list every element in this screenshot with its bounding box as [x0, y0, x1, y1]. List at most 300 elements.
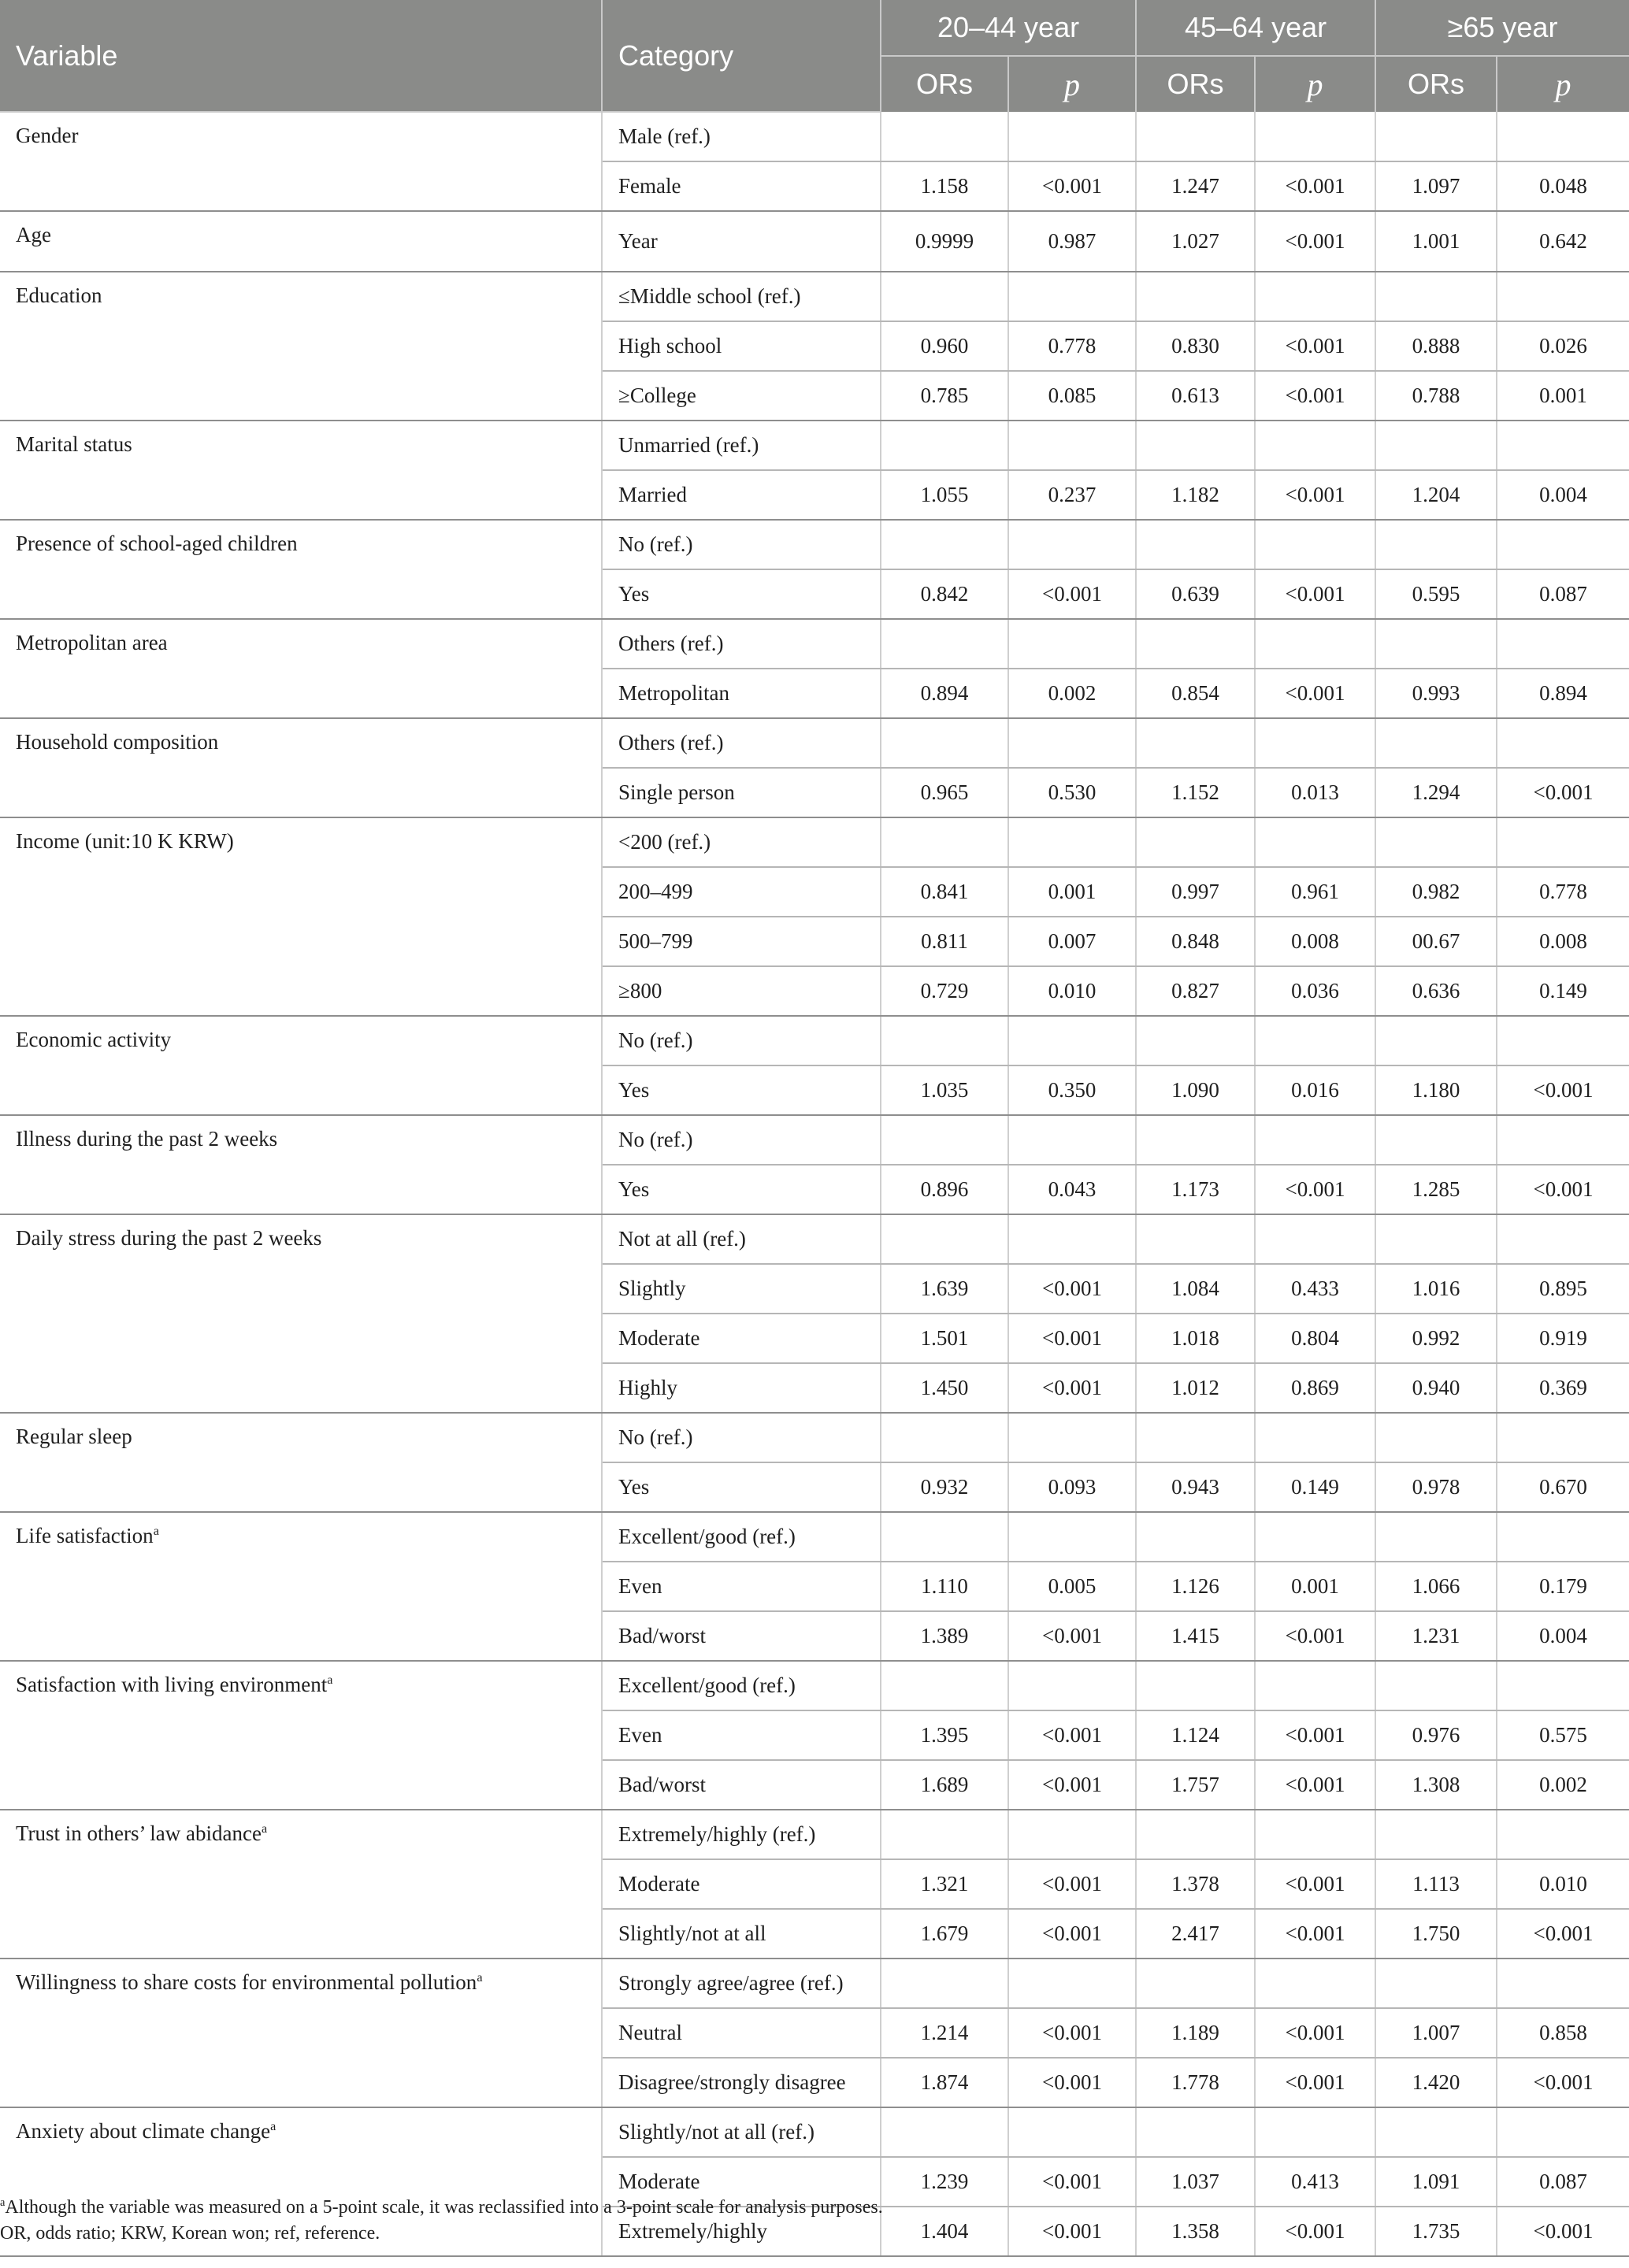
- or-20-44-cell: [881, 817, 1008, 867]
- category-cell: <200 (ref.): [602, 817, 881, 867]
- p-65-plus-cell: [1497, 1512, 1629, 1562]
- or-45-64-cell: 1.415: [1136, 1611, 1255, 1661]
- variable-cell: [0, 1661, 602, 1810]
- header-age-20-44: 20–44 year: [881, 0, 1136, 56]
- variable-cell: [0, 1959, 602, 2107]
- p-45-64-cell: [1255, 1959, 1375, 2008]
- p-65-plus-cell: 0.778: [1497, 867, 1629, 917]
- or-20-44-cell: 1.501: [881, 1314, 1008, 1363]
- or-45-64-cell: [1136, 718, 1255, 768]
- p-65-plus-cell: <0.001: [1497, 1165, 1629, 1214]
- p-65-plus-cell: 0.919: [1497, 1314, 1629, 1363]
- variable-cell: [0, 1413, 602, 1512]
- p-20-44-cell: [1008, 1810, 1136, 1859]
- category-cell: ≤Middle school (ref.): [602, 272, 881, 321]
- variable-label: Daily stress during the past 2 weeks: [16, 1226, 322, 1250]
- variable-label: Regular sleep: [16, 1425, 132, 1448]
- category-cell: ≥800: [602, 966, 881, 1016]
- p-20-44-cell: <0.001: [1008, 1314, 1136, 1363]
- p-20-44-cell: 0.350: [1008, 1065, 1136, 1115]
- or-65-plus-cell: 1.735: [1375, 2207, 1497, 2256]
- category-cell: Excellent/good (ref.): [602, 1512, 881, 1562]
- p-20-44-cell: <0.001: [1008, 161, 1136, 211]
- p-65-plus-cell: [1497, 817, 1629, 867]
- or-45-64-cell: [1136, 1959, 1255, 2008]
- or-65-plus-cell: 1.113: [1375, 1859, 1497, 1909]
- p-45-64-cell: <0.001: [1255, 1611, 1375, 1661]
- p-20-44-cell: <0.001: [1008, 569, 1136, 619]
- footnotes: [0, 2195, 1629, 2247]
- p-45-64-cell: 0.804: [1255, 1314, 1375, 1363]
- category-cell: No (ref.): [602, 1016, 881, 1065]
- p-20-44-cell: 0.005: [1008, 1562, 1136, 1611]
- category-cell: Single person: [602, 768, 881, 817]
- p-65-plus-cell: 0.642: [1497, 211, 1629, 272]
- table-row: [0, 1512, 1629, 1562]
- p-20-44-cell: <0.001: [1008, 1611, 1136, 1661]
- variable-label: Economic activity: [16, 1028, 172, 1051]
- table-row: [0, 211, 1629, 272]
- p-65-plus-cell: 0.895: [1497, 1264, 1629, 1314]
- table-row: [0, 1016, 1629, 1065]
- or-45-64-cell: 1.124: [1136, 1710, 1255, 1760]
- or-20-44-cell: 1.055: [881, 470, 1008, 520]
- p-20-44-cell: <0.001: [1008, 2207, 1136, 2256]
- or-65-plus-cell: [1375, 817, 1497, 867]
- variable-cell: [0, 1214, 602, 1413]
- or-45-64-cell: [1136, 1115, 1255, 1165]
- or-20-44-cell: [881, 112, 1008, 161]
- table-row: [0, 421, 1629, 470]
- category-cell: Excellent/good (ref.): [602, 1661, 881, 1710]
- p-65-plus-cell: 0.026: [1497, 321, 1629, 371]
- p-20-44-cell: 0.093: [1008, 1462, 1136, 1512]
- p-20-44-cell: [1008, 272, 1136, 321]
- header-ors: ORs: [1136, 56, 1255, 112]
- or-45-64-cell: 0.827: [1136, 966, 1255, 1016]
- p-65-plus-cell: 0.001: [1497, 371, 1629, 421]
- p-45-64-cell: [1255, 718, 1375, 768]
- table-row: [0, 1214, 1629, 1264]
- p-65-plus-cell: [1497, 1115, 1629, 1165]
- table-row: [0, 619, 1629, 669]
- category-cell: Even: [602, 1710, 881, 1760]
- or-45-64-cell: 1.182: [1136, 470, 1255, 520]
- or-45-64-cell: [1136, 272, 1255, 321]
- category-cell: ≥College: [602, 371, 881, 421]
- or-65-plus-cell: 1.231: [1375, 1611, 1497, 1661]
- or-45-64-cell: 1.090: [1136, 1065, 1255, 1115]
- footnote-marker: a: [0, 2196, 6, 2209]
- variable-cell: [0, 1810, 602, 1959]
- p-45-64-cell: <0.001: [1255, 1710, 1375, 1760]
- variable-label: Presence of school-aged children: [16, 532, 298, 555]
- or-65-plus-cell: 0.993: [1375, 669, 1497, 718]
- p-65-plus-cell: 0.048: [1497, 161, 1629, 211]
- or-20-44-cell: [881, 272, 1008, 321]
- category-cell: Others (ref.): [602, 718, 881, 768]
- category-cell: Slightly/not at all: [602, 1909, 881, 1959]
- footnote-a-text: Although the variable was measured on a 5-point scale, it was reclassified into a 3-point scale for analysis purposes.: [5, 2197, 883, 2218]
- p-45-64-cell: [1255, 619, 1375, 669]
- p-45-64-cell: 0.008: [1255, 917, 1375, 966]
- variable-label: Illness during the past 2 weeks: [16, 1127, 278, 1151]
- or-45-64-cell: 1.027: [1136, 211, 1255, 272]
- p-65-plus-cell: 0.149: [1497, 966, 1629, 1016]
- table-row: [0, 1661, 1629, 1710]
- variable-label: Anxiety about climate change: [16, 2119, 271, 2143]
- header-ors: ORs: [881, 56, 1008, 112]
- footnote-marker: a: [327, 1673, 333, 1687]
- or-45-64-cell: [1136, 1214, 1255, 1264]
- table-row: [0, 520, 1629, 569]
- or-65-plus-cell: 0.636: [1375, 966, 1497, 1016]
- or-65-plus-cell: 0.976: [1375, 1710, 1497, 1760]
- p-45-64-cell: 0.413: [1255, 2157, 1375, 2207]
- p-45-64-cell: 0.869: [1255, 1363, 1375, 1413]
- or-20-44-cell: 1.239: [881, 2157, 1008, 2207]
- variable-label: Trust in others’ law abidance: [16, 1821, 262, 1845]
- or-65-plus-cell: 1.001: [1375, 211, 1497, 272]
- or-45-64-cell: 1.778: [1136, 2058, 1255, 2107]
- or-65-plus-cell: 1.016: [1375, 1264, 1497, 1314]
- or-65-plus-cell: 0.788: [1375, 371, 1497, 421]
- or-65-plus-cell: [1375, 1413, 1497, 1462]
- p-45-64-cell: <0.001: [1255, 1165, 1375, 1214]
- p-65-plus-cell: [1497, 421, 1629, 470]
- or-65-plus-cell: 1.750: [1375, 1909, 1497, 1959]
- or-20-44-cell: 1.035: [881, 1065, 1008, 1115]
- or-20-44-cell: 1.874: [881, 2058, 1008, 2107]
- or-45-64-cell: 0.830: [1136, 321, 1255, 371]
- p-45-64-cell: <0.001: [1255, 161, 1375, 211]
- or-45-64-cell: [1136, 817, 1255, 867]
- variable-cell: [0, 1016, 602, 1115]
- or-65-plus-cell: 0.992: [1375, 1314, 1497, 1363]
- p-65-plus-cell: [1497, 272, 1629, 321]
- or-65-plus-cell: 1.007: [1375, 2008, 1497, 2058]
- or-20-44-cell: 1.321: [881, 1859, 1008, 1909]
- footnote-marker: a: [261, 1821, 268, 1836]
- or-65-plus-cell: [1375, 1661, 1497, 1710]
- category-cell: No (ref.): [602, 1413, 881, 1462]
- p-65-plus-cell: [1497, 112, 1629, 161]
- or-20-44-cell: 1.404: [881, 2207, 1008, 2256]
- category-cell: High school: [602, 321, 881, 371]
- or-20-44-cell: [881, 718, 1008, 768]
- variable-cell: [0, 272, 602, 421]
- table-row: [0, 1115, 1629, 1165]
- variable-label: Education: [16, 284, 102, 307]
- p-65-plus-cell: 0.087: [1497, 569, 1629, 619]
- or-65-plus-cell: [1375, 1810, 1497, 1859]
- table-row: [0, 2107, 1629, 2157]
- p-65-plus-cell: [1497, 1810, 1629, 1859]
- p-20-44-cell: [1008, 817, 1136, 867]
- category-cell: Married: [602, 470, 881, 520]
- or-65-plus-cell: [1375, 520, 1497, 569]
- p-45-64-cell: <0.001: [1255, 2058, 1375, 2107]
- category-cell: 500–799: [602, 917, 881, 966]
- category-cell: Slightly/not at all (ref.): [602, 2107, 881, 2157]
- or-45-64-cell: 1.152: [1136, 768, 1255, 817]
- p-45-64-cell: 0.149: [1255, 1462, 1375, 1512]
- p-20-44-cell: <0.001: [1008, 1264, 1136, 1314]
- header-p: p: [1255, 56, 1375, 112]
- p-65-plus-cell: 0.369: [1497, 1363, 1629, 1413]
- category-cell: Highly: [602, 1363, 881, 1413]
- or-20-44-cell: 0.729: [881, 966, 1008, 1016]
- p-20-44-cell: [1008, 1512, 1136, 1562]
- p-65-plus-cell: [1497, 2107, 1629, 2157]
- p-20-44-cell: [1008, 619, 1136, 669]
- or-45-64-cell: 0.613: [1136, 371, 1255, 421]
- table-header: [0, 0, 1629, 112]
- footnote-marker: a: [270, 2119, 276, 2133]
- p-45-64-cell: [1255, 1016, 1375, 1065]
- p-20-44-cell: 0.530: [1008, 768, 1136, 817]
- p-20-44-cell: <0.001: [1008, 1363, 1136, 1413]
- p-45-64-cell: <0.001: [1255, 211, 1375, 272]
- or-20-44-cell: 0.896: [881, 1165, 1008, 1214]
- p-45-64-cell: [1255, 421, 1375, 470]
- variable-label: Age: [16, 223, 51, 246]
- or-20-44-cell: [881, 1959, 1008, 2008]
- p-20-44-cell: [1008, 1016, 1136, 1065]
- category-cell: Extremely/highly: [602, 2207, 881, 2256]
- p-65-plus-cell: [1497, 1214, 1629, 1264]
- category-cell: Moderate: [602, 1314, 881, 1363]
- or-65-plus-cell: [1375, 1959, 1497, 2008]
- or-45-64-cell: 1.084: [1136, 1264, 1255, 1314]
- header-age-45-64: 45–64 year: [1136, 0, 1375, 56]
- p-20-44-cell: <0.001: [1008, 1710, 1136, 1760]
- or-20-44-cell: 0.960: [881, 321, 1008, 371]
- p-65-plus-cell: [1497, 718, 1629, 768]
- variable-cell: [0, 718, 602, 817]
- category-cell: Bad/worst: [602, 1760, 881, 1810]
- p-20-44-cell: [1008, 1413, 1136, 1462]
- p-45-64-cell: [1255, 1810, 1375, 1859]
- or-20-44-cell: [881, 2107, 1008, 2157]
- p-45-64-cell: [1255, 1661, 1375, 1710]
- or-20-44-cell: [881, 1661, 1008, 1710]
- footnote-marker: a: [153, 1524, 159, 1538]
- category-cell: 200–499: [602, 867, 881, 917]
- or-45-64-cell: 1.126: [1136, 1562, 1255, 1611]
- table-row: [0, 1810, 1629, 1859]
- variable-label: Satisfaction with living environment: [16, 1673, 328, 1696]
- p-65-plus-cell: [1497, 1959, 1629, 2008]
- p-65-plus-cell: 0.179: [1497, 1562, 1629, 1611]
- p-45-64-cell: 0.013: [1255, 768, 1375, 817]
- header-variable: Variable: [0, 0, 602, 112]
- p-65-plus-cell: 0.087: [1497, 2157, 1629, 2207]
- or-20-44-cell: 1.639: [881, 1264, 1008, 1314]
- table-row: [0, 1959, 1629, 2008]
- or-20-44-cell: 1.110: [881, 1562, 1008, 1611]
- p-20-44-cell: <0.001: [1008, 1760, 1136, 1810]
- p-45-64-cell: 0.036: [1255, 966, 1375, 1016]
- or-65-plus-cell: 1.091: [1375, 2157, 1497, 2207]
- or-65-plus-cell: 1.294: [1375, 768, 1497, 817]
- category-cell: Yes: [602, 1462, 881, 1512]
- p-65-plus-cell: <0.001: [1497, 1065, 1629, 1115]
- p-45-64-cell: 0.001: [1255, 1562, 1375, 1611]
- category-cell: Year: [602, 211, 881, 272]
- table-row: [0, 112, 1629, 161]
- variable-label: Gender: [16, 124, 79, 147]
- or-20-44-cell: [881, 1512, 1008, 1562]
- table-body: [0, 112, 1629, 2256]
- p-65-plus-cell: 0.002: [1497, 1760, 1629, 1810]
- p-20-44-cell: [1008, 520, 1136, 569]
- category-cell: Disagree/strongly disagree: [602, 2058, 881, 2107]
- variable-label: Willingness to share costs for environmental pollution: [16, 1970, 477, 1994]
- or-65-plus-cell: [1375, 421, 1497, 470]
- or-20-44-cell: 0.841: [881, 867, 1008, 917]
- p-45-64-cell: [1255, 1512, 1375, 1562]
- p-45-64-cell: <0.001: [1255, 1909, 1375, 1959]
- or-20-44-cell: 0.842: [881, 569, 1008, 619]
- category-cell: Metropolitan: [602, 669, 881, 718]
- or-45-64-cell: [1136, 1413, 1255, 1462]
- p-45-64-cell: [1255, 817, 1375, 867]
- p-20-44-cell: 0.987: [1008, 211, 1136, 272]
- or-20-44-cell: [881, 1214, 1008, 1264]
- or-45-64-cell: 0.854: [1136, 669, 1255, 718]
- or-45-64-cell: [1136, 112, 1255, 161]
- header-p: p: [1497, 56, 1629, 112]
- or-20-44-cell: [881, 1413, 1008, 1462]
- p-65-plus-cell: <0.001: [1497, 2207, 1629, 2256]
- or-65-plus-cell: 0.982: [1375, 867, 1497, 917]
- or-65-plus-cell: 1.180: [1375, 1065, 1497, 1115]
- p-20-44-cell: 0.085: [1008, 371, 1136, 421]
- category-cell: Unmarried (ref.): [602, 421, 881, 470]
- or-45-64-cell: 1.378: [1136, 1859, 1255, 1909]
- category-cell: Slightly: [602, 1264, 881, 1314]
- or-20-44-cell: [881, 1810, 1008, 1859]
- p-65-plus-cell: [1497, 619, 1629, 669]
- p-65-plus-cell: [1497, 1661, 1629, 1710]
- p-45-64-cell: <0.001: [1255, 669, 1375, 718]
- p-20-44-cell: 0.002: [1008, 669, 1136, 718]
- p-20-44-cell: <0.001: [1008, 2157, 1136, 2207]
- or-65-plus-cell: 1.308: [1375, 1760, 1497, 1810]
- p-65-plus-cell: 0.010: [1497, 1859, 1629, 1909]
- p-45-64-cell: 0.016: [1255, 1065, 1375, 1115]
- variable-cell: [0, 421, 602, 520]
- or-65-plus-cell: [1375, 112, 1497, 161]
- or-45-64-cell: [1136, 1016, 1255, 1065]
- category-cell: Neutral: [602, 2008, 881, 2058]
- p-65-plus-cell: 0.575: [1497, 1710, 1629, 1760]
- p-20-44-cell: <0.001: [1008, 1909, 1136, 1959]
- or-65-plus-cell: 1.097: [1375, 161, 1497, 211]
- variable-cell: [0, 211, 602, 272]
- p-45-64-cell: [1255, 520, 1375, 569]
- variable-cell: [0, 619, 602, 718]
- or-65-plus-cell: [1375, 1115, 1497, 1165]
- or-45-64-cell: 0.943: [1136, 1462, 1255, 1512]
- variable-label: Metropolitan area: [16, 631, 168, 654]
- category-cell: Yes: [602, 1165, 881, 1214]
- category-cell: Others (ref.): [602, 619, 881, 669]
- category-cell: Female: [602, 161, 881, 211]
- or-20-44-cell: [881, 520, 1008, 569]
- or-45-64-cell: 1.037: [1136, 2157, 1255, 2207]
- p-65-plus-cell: [1497, 1016, 1629, 1065]
- or-65-plus-cell: 0.595: [1375, 569, 1497, 619]
- header-category: Category: [602, 0, 881, 112]
- or-45-64-cell: [1136, 2107, 1255, 2157]
- p-45-64-cell: <0.001: [1255, 470, 1375, 520]
- p-20-44-cell: <0.001: [1008, 1859, 1136, 1909]
- p-45-64-cell: [1255, 1115, 1375, 1165]
- or-45-64-cell: [1136, 619, 1255, 669]
- or-65-plus-cell: 1.420: [1375, 2058, 1497, 2107]
- p-20-44-cell: [1008, 718, 1136, 768]
- or-45-64-cell: [1136, 1512, 1255, 1562]
- or-20-44-cell: [881, 619, 1008, 669]
- or-20-44-cell: [881, 421, 1008, 470]
- p-65-plus-cell: <0.001: [1497, 1909, 1629, 1959]
- table-row: [0, 1413, 1629, 1462]
- or-65-plus-cell: [1375, 1016, 1497, 1065]
- p-20-44-cell: 0.043: [1008, 1165, 1136, 1214]
- p-20-44-cell: [1008, 1661, 1136, 1710]
- or-20-44-cell: 1.214: [881, 2008, 1008, 2058]
- category-cell: Strongly agree/agree (ref.): [602, 1959, 881, 2008]
- p-45-64-cell: [1255, 2107, 1375, 2157]
- or-20-44-cell: 1.158: [881, 161, 1008, 211]
- p-65-plus-cell: [1497, 1413, 1629, 1462]
- p-20-44-cell: 0.778: [1008, 321, 1136, 371]
- or-65-plus-cell: 1.204: [1375, 470, 1497, 520]
- p-65-plus-cell: 0.004: [1497, 470, 1629, 520]
- p-20-44-cell: <0.001: [1008, 2008, 1136, 2058]
- or-20-44-cell: 0.932: [881, 1462, 1008, 1512]
- p-65-plus-cell: <0.001: [1497, 768, 1629, 817]
- p-20-44-cell: [1008, 1115, 1136, 1165]
- category-cell: Yes: [602, 1065, 881, 1115]
- p-20-44-cell: [1008, 421, 1136, 470]
- p-65-plus-cell: <0.001: [1497, 2058, 1629, 2107]
- variable-label: Life satisfaction: [16, 1524, 154, 1547]
- p-45-64-cell: [1255, 112, 1375, 161]
- variable-label: Income (unit:10 K KRW): [16, 829, 234, 853]
- header-ors: ORs: [1375, 56, 1497, 112]
- p-45-64-cell: [1255, 1214, 1375, 1264]
- category-cell: No (ref.): [602, 520, 881, 569]
- or-45-64-cell: [1136, 1661, 1255, 1710]
- or-20-44-cell: 0.811: [881, 917, 1008, 966]
- category-cell: Not at all (ref.): [602, 1214, 881, 1264]
- or-65-plus-cell: 0.978: [1375, 1462, 1497, 1512]
- or-65-plus-cell: 0.940: [1375, 1363, 1497, 1413]
- p-20-44-cell: 0.007: [1008, 917, 1136, 966]
- or-45-64-cell: 0.639: [1136, 569, 1255, 619]
- or-20-44-cell: 0.785: [881, 371, 1008, 421]
- variable-cell: [0, 1115, 602, 1214]
- variable-cell: [0, 817, 602, 1016]
- variable-cell: [0, 1512, 602, 1661]
- variable-label: Marital status: [16, 432, 132, 456]
- or-65-plus-cell: [1375, 619, 1497, 669]
- p-45-64-cell: <0.001: [1255, 371, 1375, 421]
- table-row: [0, 272, 1629, 321]
